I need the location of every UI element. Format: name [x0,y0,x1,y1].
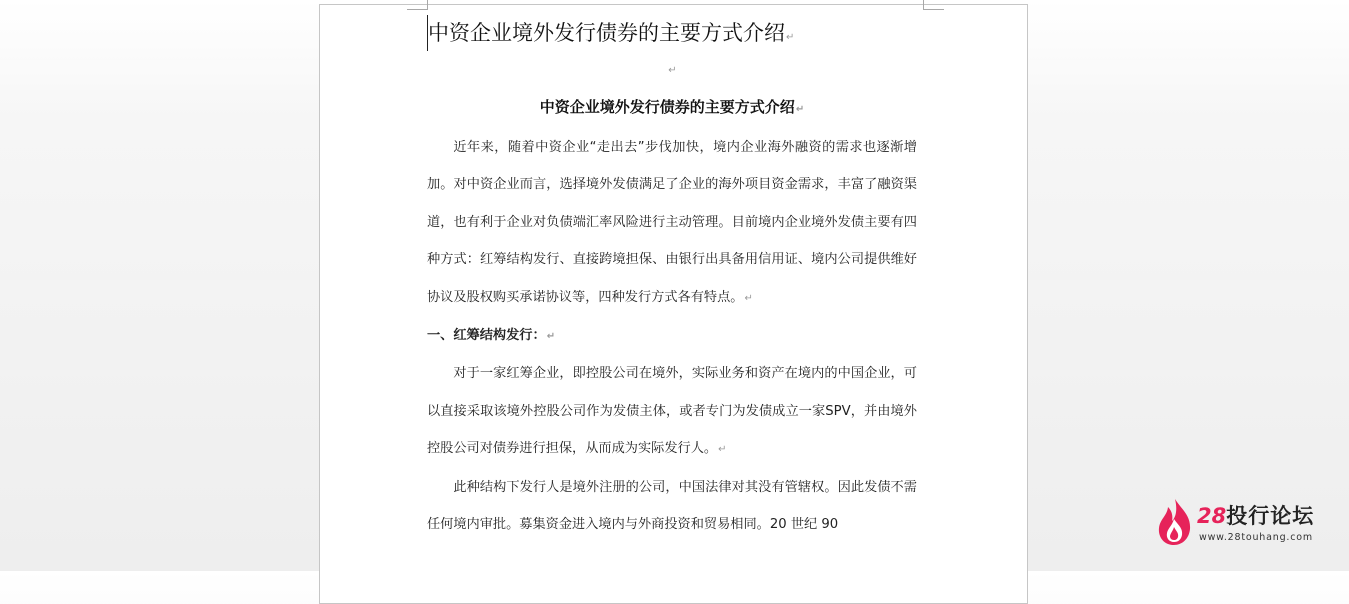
paragraph-mark: ↵ [546,331,556,343]
forum-url: www.28touhang.com [1199,532,1313,543]
forum-number: 28 [1197,504,1227,528]
section-heading-text: 一、红筹结构发行： [427,328,546,344]
body-paragraph-structure[interactable] [427,469,917,544]
paragraph-mark: ↵ [718,444,727,456]
body-paragraph-text: 近年来，随着中资企业“走出去”步伐加快，境内企业海外融资的需求也逐渐增加。对中资企业而言，选择境外发债满足了企业的海外项目资金需求，丰富了融资渠道，也有利于企业对负债端汇率风险进行主动管理。目前境内企业境外发债主要有四种方式：红筹结构发行、直接跨境担保、由银行出具备用信用证、境内公司提供维好协议及股权购买承诺协议等，四种发行方式各有特点。 [427,140,917,305]
body-paragraph-text: 对于一家红筹企业，即控股公司在境外，实际业务和资产在境内的中国企业，可以直接采取该境外控股公司作为发债主体，或者专门为发债成立一家SPV，并由境外控股公司对债券进行担保，从而成为实际发行人。 [427,366,917,457]
document-page[interactable] [319,4,1028,604]
body-paragraph-red-chip[interactable] [427,355,917,468]
margin-corner-top-left [407,0,428,10]
paragraph-mark: ↵ [795,104,805,115]
forum-title: 投行论坛 [1226,504,1315,528]
empty-paragraph[interactable] [428,63,916,78]
body-paragraph-intro[interactable] [427,129,917,317]
section-heading-red-chip[interactable] [427,317,917,355]
paragraph-mark: ↵ [668,65,677,76]
document-body[interactable] [427,129,917,543]
forum-name [1197,503,1314,529]
flame-icon [1155,497,1195,547]
forum-watermark [1155,497,1325,547]
document-heading-text: 中资企业境外发行债券的主要方式介绍 [428,21,785,45]
body-paragraph-text: 此种结构下发行人是境外注册的公司，中国法律对其没有管辖权。因此发债不需任何境内审批。募集资金进入境内与外商投资和贸易相同。20 世纪 90 [427,479,917,533]
text-cursor [427,15,428,51]
paragraph-mark: ↵ [744,292,753,304]
paragraph-mark: ↵ [786,32,795,43]
margin-corner-top-right [923,0,944,10]
document-heading[interactable] [428,13,1028,53]
document-subtitle-text: 中资企业境外发行债券的主要方式介绍 [539,98,795,116]
document-subtitle[interactable] [428,95,916,122]
